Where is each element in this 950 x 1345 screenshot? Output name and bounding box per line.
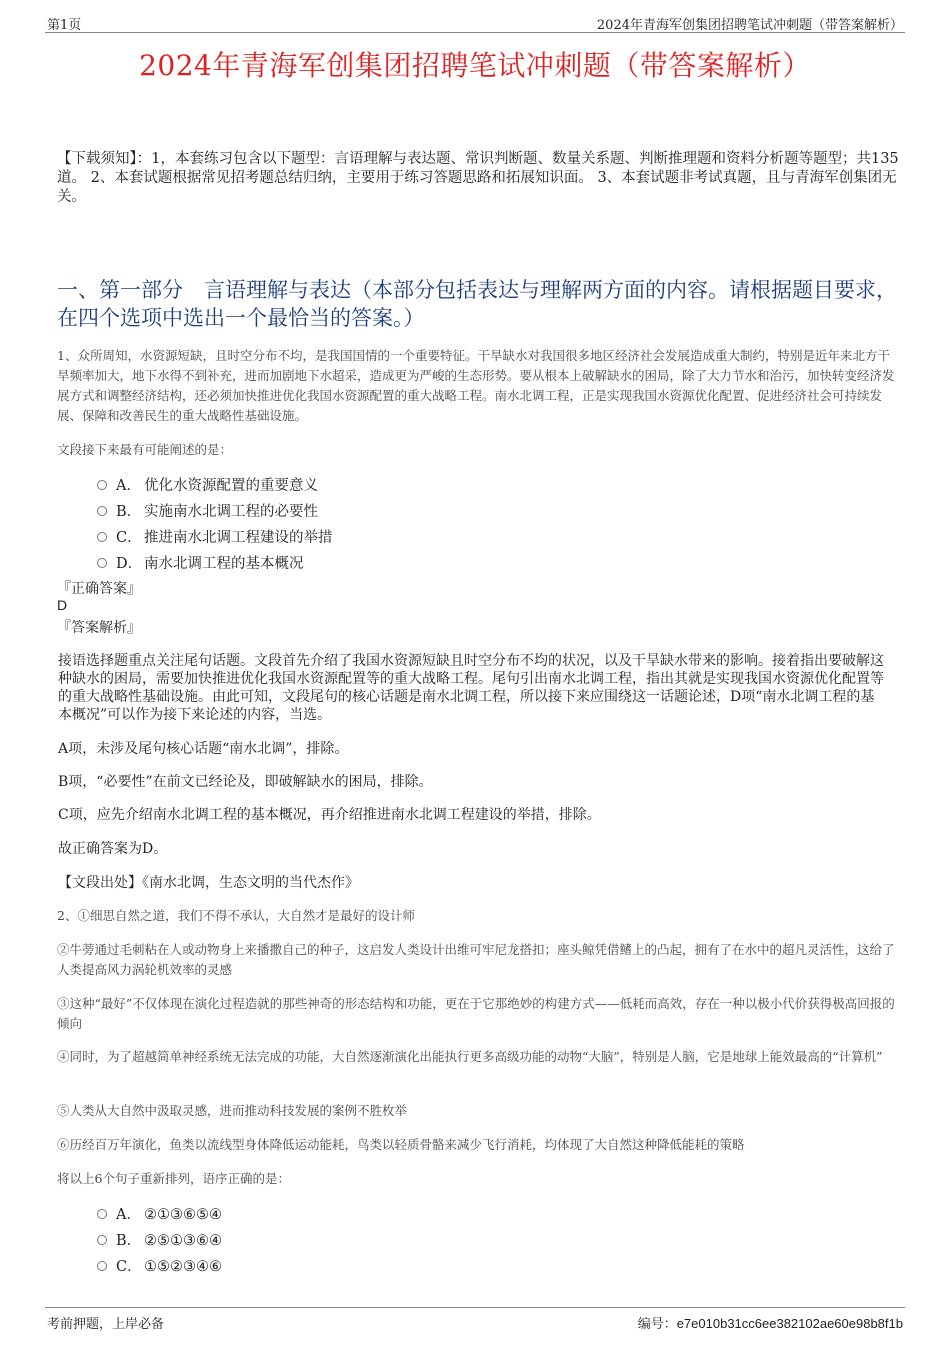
footer-id: 编号：e7e010b31cc6ee382102ae60e98b8f1b [637,1316,903,1331]
q1-option-d[interactable]: D． 南水北调工程的基本概况 [97,554,304,574]
q2-sentence-1: 2、①细思自然之道，我们不得不承认，大自然才是最好的设计师 [57,908,415,923]
header-doc-title: 2024年青海军创集团招聘笔试冲刺题（带答案解析） [596,18,903,33]
analysis-conclusion: 故正确答案为D。 [58,841,168,857]
analysis-b: B项，“必要性”在前文已经论及，即破解缺水的困局，排除。 [58,774,433,790]
footer-slogan: 考前押题，上岸必备 [47,1317,165,1332]
text-source: 【文段出处】《南水北调，生态文明的当代杰作》 [58,875,359,891]
q1-option-a[interactable]: A． 优化水资源配置的重要意义 [97,476,318,496]
q1-stem: 1、众所周知，水资源短缺，且时空分布不均，是我国国情的一个重要特征。干旱缺水对我国很多地区经济社会发展造成重大制约，特别是近年来北方干旱频率加大，地下水得不到补充，进而加剧地下水超采，造成更为严峻的生态形势。要从根本上破解缺水的困局，除了大力节水和治污，加快转变经济发展方式和调整经济结构，还必须加快推进优化我国水资源配置的重大战略工程。南水北调工程，正是实现我国水资源优化配置、促进经济社会可持续发展、保障和改善民生的重大战略性基础设施。 [57,348,895,423]
radio-icon[interactable] [97,1235,107,1245]
radio-icon[interactable] [97,558,107,568]
q2-option-c[interactable]: C． ①⑤②③④⑥ [97,1257,222,1277]
section-title: 一、第一部分 言语理解与表达（本部分包括表达与理解两方面的内容。请根据题目要求，在四个选项中选出一个最恰当的答案。） [57,278,897,330]
radio-icon[interactable] [97,532,107,542]
radio-icon[interactable] [97,480,107,490]
q1-option-c[interactable]: C． 推进南水北调工程建设的举措 [97,528,333,548]
analysis-a: A项，未涉及尾句核心话题“南水北调”，排除。 [58,741,349,757]
q2-sentence-2: ②牛蒡通过毛刺粘在人或动物身上来播撒自己的种子，这启发人类设计出维可牢尼龙搭扣；座头鲸凭借鳍上的凸起，拥有了在水中的超凡灵活性，这给了人类提高风力涡轮机效率的灵感 [57,942,895,977]
page-number: 第1页 [47,18,82,33]
radio-icon[interactable] [97,1209,107,1219]
answer-label: 『正确答案』 [57,581,141,597]
analysis-label: 『答案解析』 [57,620,141,636]
footer-divider [45,1307,905,1308]
q2-sentence-5: ⑤人类从大自然中汲取灵感，进而推动科技发展的案例不胜枚举 [57,1103,408,1118]
q1-option-b[interactable]: B． 实施南水北调工程的必要性 [97,502,318,522]
header-divider [45,32,905,33]
q1-question: 文段接下来最有可能阐述的是： [57,442,233,457]
analysis-text: 接语选择题重点关注尾句话题。文段首先介绍了我国水资源短缺且时空分布不均的状况，以及干旱缺水带来的影响。接着指出要破解这种缺水的困局，需要加快推进优化我国水资源配置等的重大战略工程。尾句引出南水北调工程，指出其就是实现我国水资源优化配置等的重大战略性基础设施。由此可知，文段尾句的核心话题是南水北调工程，所以接下来应围绕这一话题论述，D项“南水北调工程的基本概况”可以作为接下来论述的内容，当选。 [58,653,884,723]
answer-value: D [57,597,68,613]
radio-icon[interactable] [97,506,107,516]
analysis-c: C项，应先介绍南水北调工程的基本概况，再介绍推进南水北调工程建设的举措，排除。 [58,807,601,823]
q2-question: 将以上6个句子重新排列，语序正确的是： [57,1171,290,1186]
q2-option-a[interactable]: A． ②①③⑥⑤④ [97,1205,222,1225]
radio-icon[interactable] [97,1261,107,1271]
page-title: 2024年青海军创集团招聘笔试冲刺题（带答案解析） [139,49,811,82]
q2-sentence-3: ③这种“最好”不仅体现在演化过程造就的那些神奇的形态结构和功能，更在于它那绝妙的构建方式——低耗而高效，存在一种以极小代价获得极高回报的倾向 [57,996,895,1031]
q2-option-b[interactable]: B． ②⑤①③⑥④ [97,1231,222,1251]
download-notice: 【下载须知】：1，本套练习包含以下题型：言语理解与表达题、常识判断题、数量关系题、判断推理题和资料分析题等题型；共135道。 2、本套试题根据常见招考题总结归纳，主要用于练习答题思路和拓展知识面。 3、本套试题非考试真题，且与青海军创集团无关。 [57,151,899,205]
q2-sentence-6: ⑥历经百万年演化，鱼类以流线型身体降低运动能耗，鸟类以轻质骨骼来减少飞行消耗，均体现了大自然这种降低能耗的策略 [57,1137,745,1152]
q2-sentence-4: ④同时，为了超越简单神经系统无法完成的功能，大自然逐渐演化出能执行更多高级功能的动物“大脑”，特别是人脑，它是地球上能效最高的“计算机” [57,1049,883,1064]
